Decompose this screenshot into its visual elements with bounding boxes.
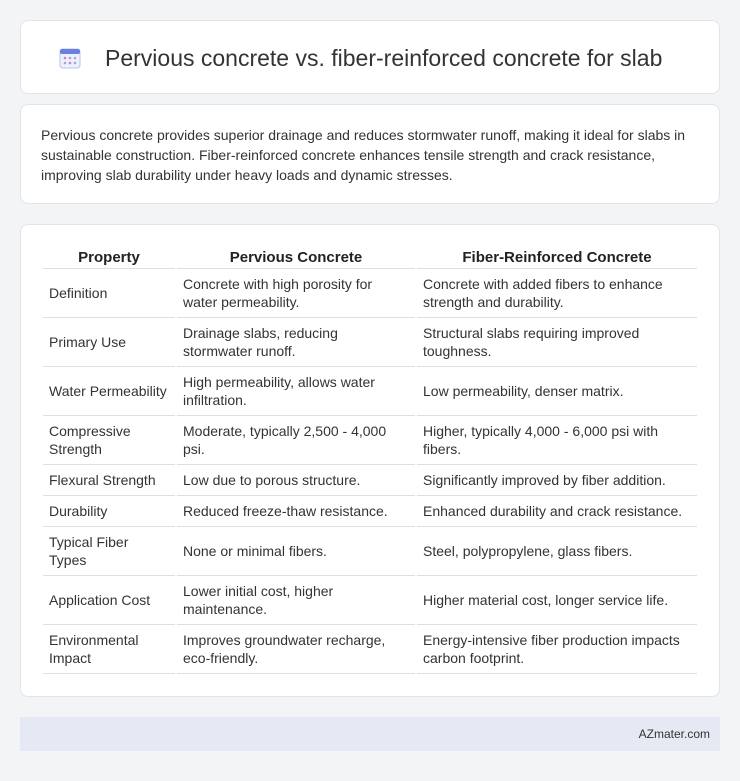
title-card xyxy=(20,20,720,94)
table-cell: Application Cost xyxy=(43,576,175,625)
table-cell: Higher material cost, longer service life. xyxy=(417,576,697,625)
table-row xyxy=(43,576,697,625)
summary-text: Pervious concrete provides superior drainage and reduces stormwater runoff, making it ideal for slabs in sustainable construction. Fiber-reinforced concrete enhances tensile strength and crack resistance, improving slab durability under heavy loads and dynamic stresses. xyxy=(41,127,686,183)
table-row xyxy=(43,527,697,576)
table-cell: Compressive Strength xyxy=(43,416,175,465)
page-title: Pervious concrete vs. fiber-reinforced concrete for slab xyxy=(105,45,663,71)
table-row xyxy=(43,625,697,674)
table-cell: Moderate, typically 2,500 - 4,000 psi. xyxy=(177,416,415,465)
table-cell: Concrete with high porosity for water permeability. xyxy=(177,269,415,318)
table-header-row xyxy=(43,245,697,269)
table-cell: Higher, typically 4,000 - 6,000 psi with fibers. xyxy=(417,416,697,465)
table-cell: Concrete with added fibers to enhance strength and durability. xyxy=(417,269,697,318)
table-cell: Definition xyxy=(43,269,175,318)
table-row xyxy=(43,465,697,496)
table-cell: Improves groundwater recharge, eco-friendly. xyxy=(177,625,415,674)
table-cell: Primary Use xyxy=(43,318,175,367)
table-cell: Significantly improved by fiber addition. xyxy=(417,465,697,496)
table-cell: Durability xyxy=(43,496,175,527)
comparison-table xyxy=(41,245,699,674)
table-cell: Reduced freeze-thaw resistance. xyxy=(177,496,415,527)
table-cell: Low due to porous structure. xyxy=(177,465,415,496)
table-cell: Structural slabs requiring improved toughness. xyxy=(417,318,697,367)
table-cell: High permeability, allows water infiltration. xyxy=(177,367,415,416)
table-cell: Steel, polypropylene, glass fibers. xyxy=(417,527,697,576)
table-cell: Lower initial cost, higher maintenance. xyxy=(177,576,415,625)
table-cell: Environmental Impact xyxy=(43,625,175,674)
column-header-pervious: Pervious Concrete xyxy=(177,245,415,269)
table-cell: Low permeability, denser matrix. xyxy=(417,367,697,416)
footer-bar xyxy=(20,717,720,751)
calendar-icon xyxy=(59,47,81,69)
table-row xyxy=(43,318,697,367)
table-cell: Enhanced durability and crack resistance. xyxy=(417,496,697,527)
table-cell: Flexural Strength xyxy=(43,465,175,496)
table-cell: Typical Fiber Types xyxy=(43,527,175,576)
table-row xyxy=(43,367,697,416)
column-header-fiber: Fiber-Reinforced Concrete xyxy=(417,245,697,269)
table-cell: Energy-intensive fiber production impacts carbon footprint. xyxy=(417,625,697,674)
table-cell: Water Permeability xyxy=(43,367,175,416)
comparison-table-card xyxy=(20,224,720,697)
table-cell: Drainage slabs, reducing stormwater runoff. xyxy=(177,318,415,367)
footer-site-name: AZmater.com xyxy=(638,727,710,741)
table-row xyxy=(43,269,697,318)
summary-card xyxy=(20,104,720,204)
column-header-property: Property xyxy=(43,245,175,269)
table-cell: None or minimal fibers. xyxy=(177,527,415,576)
table-row xyxy=(43,496,697,527)
table-row xyxy=(43,416,697,465)
